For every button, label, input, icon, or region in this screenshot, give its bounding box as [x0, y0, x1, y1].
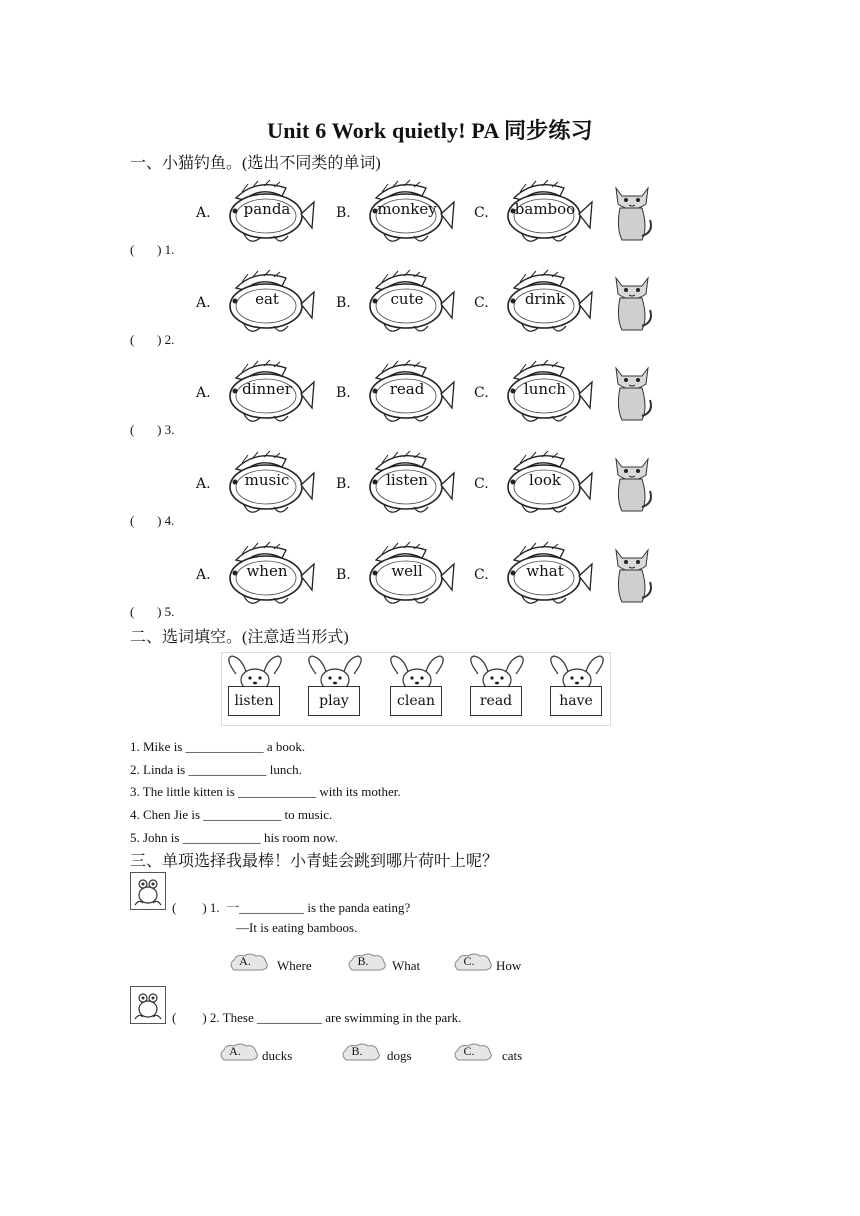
fish-option-letter: A.	[196, 295, 211, 311]
bunny-icon	[464, 654, 530, 722]
fish-option-letter: B.	[336, 567, 351, 583]
fish-icon	[494, 540, 594, 612]
word-card: listen	[228, 686, 280, 716]
option-text: How	[496, 958, 522, 973]
fish-option-letter: B.	[336, 385, 351, 401]
fish-icon	[356, 540, 456, 612]
fish-icon	[494, 358, 594, 430]
fish-icon	[356, 449, 456, 521]
section1-heading: 一、小猫钓鱼。(选出不同类的单词)	[130, 155, 381, 172]
option-text: ducks	[262, 1048, 293, 1063]
fish-word: drink	[524, 290, 566, 308]
fish-option-letter: C.	[474, 476, 489, 492]
fish-question-2-number: ( ) 2.	[130, 332, 175, 347]
fish-option-letter: C.	[474, 205, 489, 221]
fish-option-letter: A.	[196, 205, 211, 221]
fill-sentence-5: 5. John is ____________ his room now.	[130, 830, 338, 845]
page-title: Unit 6 Work quietly! PA 同步练习	[267, 118, 593, 143]
fish-option-letter: A.	[196, 476, 211, 492]
mc-question-2: ( ) 2. These __________ are swimming in the park.	[172, 1010, 462, 1025]
fish-word: eat	[255, 290, 279, 308]
cloud-icon	[452, 952, 494, 974]
cat-icon	[610, 272, 654, 334]
fish-word: monkey	[377, 200, 437, 218]
fill-sentence-1: 1. Mike is ____________ a book.	[130, 739, 306, 754]
word-card: clean	[390, 686, 442, 716]
fish-word: lunch	[523, 380, 567, 398]
fish-word: panda	[243, 200, 291, 218]
fish-icon	[356, 178, 456, 250]
option-letter: C.	[463, 954, 475, 968]
fish-word: cute	[390, 290, 424, 308]
fish-word: listen	[386, 471, 428, 489]
fish-icon	[494, 178, 594, 250]
fish-word: when	[246, 562, 288, 580]
fish-icon	[494, 268, 594, 340]
cloud-icon	[452, 1042, 494, 1064]
frog-icon-2	[130, 986, 166, 1024]
fish-option-letter: C.	[474, 295, 489, 311]
word-card: play	[308, 686, 360, 716]
cloud-icon	[228, 952, 270, 974]
bunny-icon	[302, 654, 368, 722]
option-text: dogs	[387, 1048, 412, 1063]
mc-question-1: ( ) 1. 一__________ is the panda eating?	[172, 900, 411, 915]
fish-word: well	[391, 562, 423, 580]
cat-icon	[610, 182, 654, 244]
word-card: read	[470, 686, 522, 716]
fish-word: read	[389, 380, 425, 398]
fish-icon	[356, 358, 456, 430]
fish-question-1-number: ( ) 1.	[130, 242, 175, 257]
option-letter: C.	[463, 1044, 475, 1058]
fish-question-3-number: ( ) 3.	[130, 422, 175, 437]
option-text: What	[392, 958, 421, 973]
cat-icon	[610, 362, 654, 424]
cloud-icon	[218, 1042, 260, 1064]
cat-icon	[610, 544, 654, 606]
option-letter: A.	[229, 1044, 241, 1058]
fish-icon	[216, 178, 316, 250]
fish-option-letter: B.	[336, 205, 351, 221]
fish-question-4-number: ( ) 4.	[130, 513, 175, 528]
cloud-icon	[340, 1042, 382, 1064]
cat-icon	[610, 453, 654, 515]
fill-sentence-3: 3. The little kitten is ____________ with its mother.	[130, 784, 401, 799]
fish-question-5-number: ( ) 5.	[130, 604, 175, 619]
fish-icon	[216, 268, 316, 340]
bunny-icon	[222, 654, 288, 722]
fill-sentence-2: 2. Linda is ____________ lunch.	[130, 762, 302, 777]
frog-icon-1	[130, 872, 166, 910]
cloud-icon	[346, 952, 388, 974]
fish-option-letter: A.	[196, 567, 211, 583]
bunny-icon	[544, 654, 610, 722]
fish-word: look	[529, 471, 561, 489]
option-letter: B.	[351, 1044, 363, 1058]
section2-heading: 二、选词填空。(注意适当形式)	[130, 629, 349, 646]
fish-option-letter: C.	[474, 385, 489, 401]
fish-option-letter: A.	[196, 385, 211, 401]
fish-word: bamboo	[514, 200, 576, 218]
option-letter: B.	[357, 954, 369, 968]
fish-icon	[216, 449, 316, 521]
fish-icon	[216, 358, 316, 430]
fish-word: music	[244, 471, 290, 489]
option-text: Where	[277, 958, 312, 973]
fish-word: what	[526, 562, 564, 580]
fish-icon	[216, 540, 316, 612]
bunny-icon	[384, 654, 450, 722]
section3-heading: 三、单项选择我最棒！小青蛙会跳到哪片荷叶上呢？	[130, 853, 499, 870]
option-letter: A.	[239, 954, 251, 968]
fish-word: dinner	[242, 380, 292, 398]
fish-option-letter: C.	[474, 567, 489, 583]
fill-sentence-4: 4. Chen Jie is ____________ to music.	[130, 807, 333, 822]
fish-option-letter: B.	[336, 295, 351, 311]
fish-icon	[356, 268, 456, 340]
word-card: have	[550, 686, 602, 716]
mc-question-1-answer: —It is eating bamboos.	[236, 920, 358, 935]
fish-icon	[494, 449, 594, 521]
fish-option-letter: B.	[336, 476, 351, 492]
option-text: cats	[502, 1048, 523, 1063]
